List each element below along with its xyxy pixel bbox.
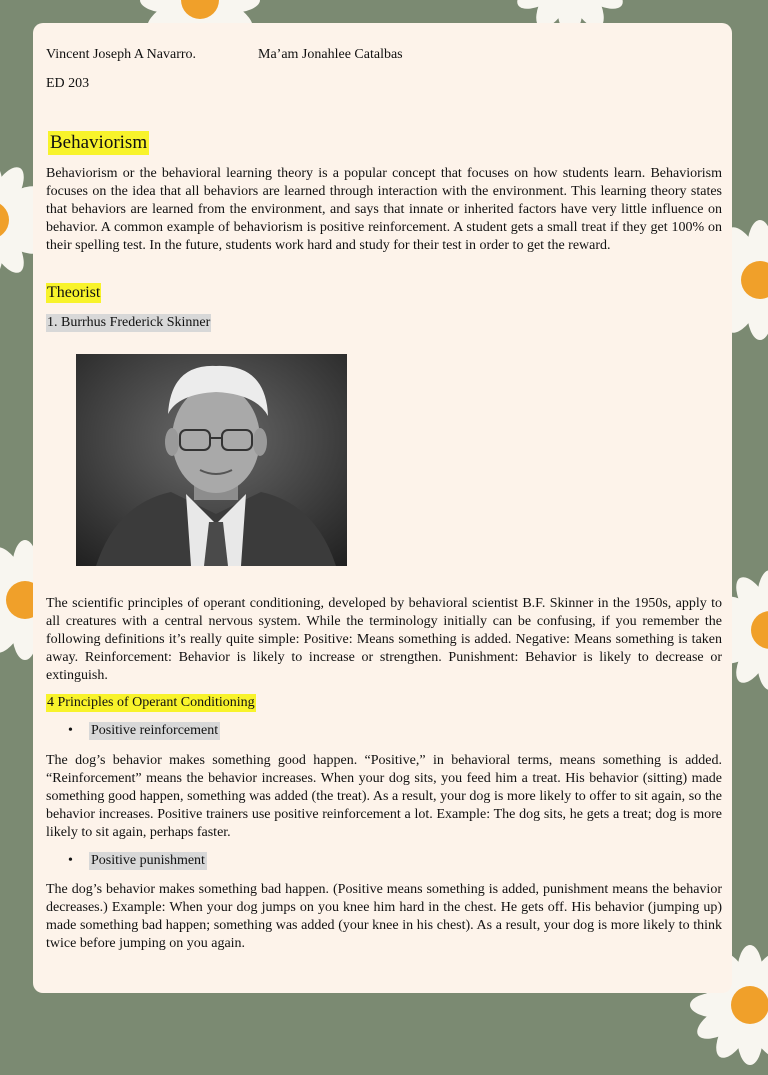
skinner-portrait-photo xyxy=(76,354,347,566)
author-name: Vincent Joseph A Navarro. xyxy=(46,47,197,62)
teacher-name: Ma’am Jonahlee Catalbas xyxy=(258,47,403,62)
course-code: ED 203 xyxy=(46,76,90,91)
intro-paragraph: Behaviorism or the behavioral learning theory is a popular concept that focuses on how students learn. Behaviorism focuses on the idea that all behaviors are learned through interaction with the environment. This learning theory states that behaviors are learned from the environment, and says that innate or inherited factors have very little influence on behavior. A common example of behaviorism is positive reinforcement. A student gets a small treat if they get 100% on their spelling test. In the future, students work hard and study for their test in order to get the reward. xyxy=(46,166,722,253)
page-title: Behaviorism xyxy=(50,132,148,153)
theorist-heading: Theorist xyxy=(47,284,101,301)
principles-heading: 4 Principles of Operant Conditioning xyxy=(47,695,255,710)
portrait-photo-icon xyxy=(76,354,347,566)
bullet-icon: • xyxy=(68,723,73,738)
document-page xyxy=(33,23,732,993)
skinner-paragraph: The scientific principles of operant conditioning, developed by behavioral scientist B.F. Skinner in the 1950s, apply to all creatures with a central nervous system. While the terminology initially can be confusing, if you remember the following definitions it’s really quite simple: Positive: Means something is added. Negative: Means something is taken away. Reinforcement: Behavior is likely to increase or strengthen. Punishment: Behavior is likely to decrease or extinguish. xyxy=(46,596,722,683)
bullet-icon: • xyxy=(68,853,73,868)
theorist-name: 1. Burrhus Frederick Skinner xyxy=(47,315,211,330)
principle-text-positive-punishment: The dog’s behavior makes something bad happen. (Positive means something is added, punishment means the behavior decreases.) Example: When your dog jumps on you knee him hard in the chest. He gets off. His behavior (jumping up) made something bad happen; something was added (your knee in his chest). As a result, your dog is more likely to think twice before jumping on you again. xyxy=(46,882,722,951)
principle-text-positive-reinforcement: The dog’s behavior makes something good happen. “Positive,” in behavioral terms, means something is added. “Reinforcement” means the behavior increases. When your dog sits, you feed him a treat. His behavior (sitting) made something good happen, something was added (the treat). As a result, your dog is more likely to offer to sit again, so the behavior increases. Positive trainers use positive reinforcement a lot. Example: The dog sits, he gets a treat; dog is more likely to sit again, perhaps faster. xyxy=(46,753,722,840)
principle-title-positive-punishment: Positive punishment xyxy=(91,853,205,868)
principle-title-positive-reinforcement: Positive reinforcement xyxy=(91,723,219,738)
